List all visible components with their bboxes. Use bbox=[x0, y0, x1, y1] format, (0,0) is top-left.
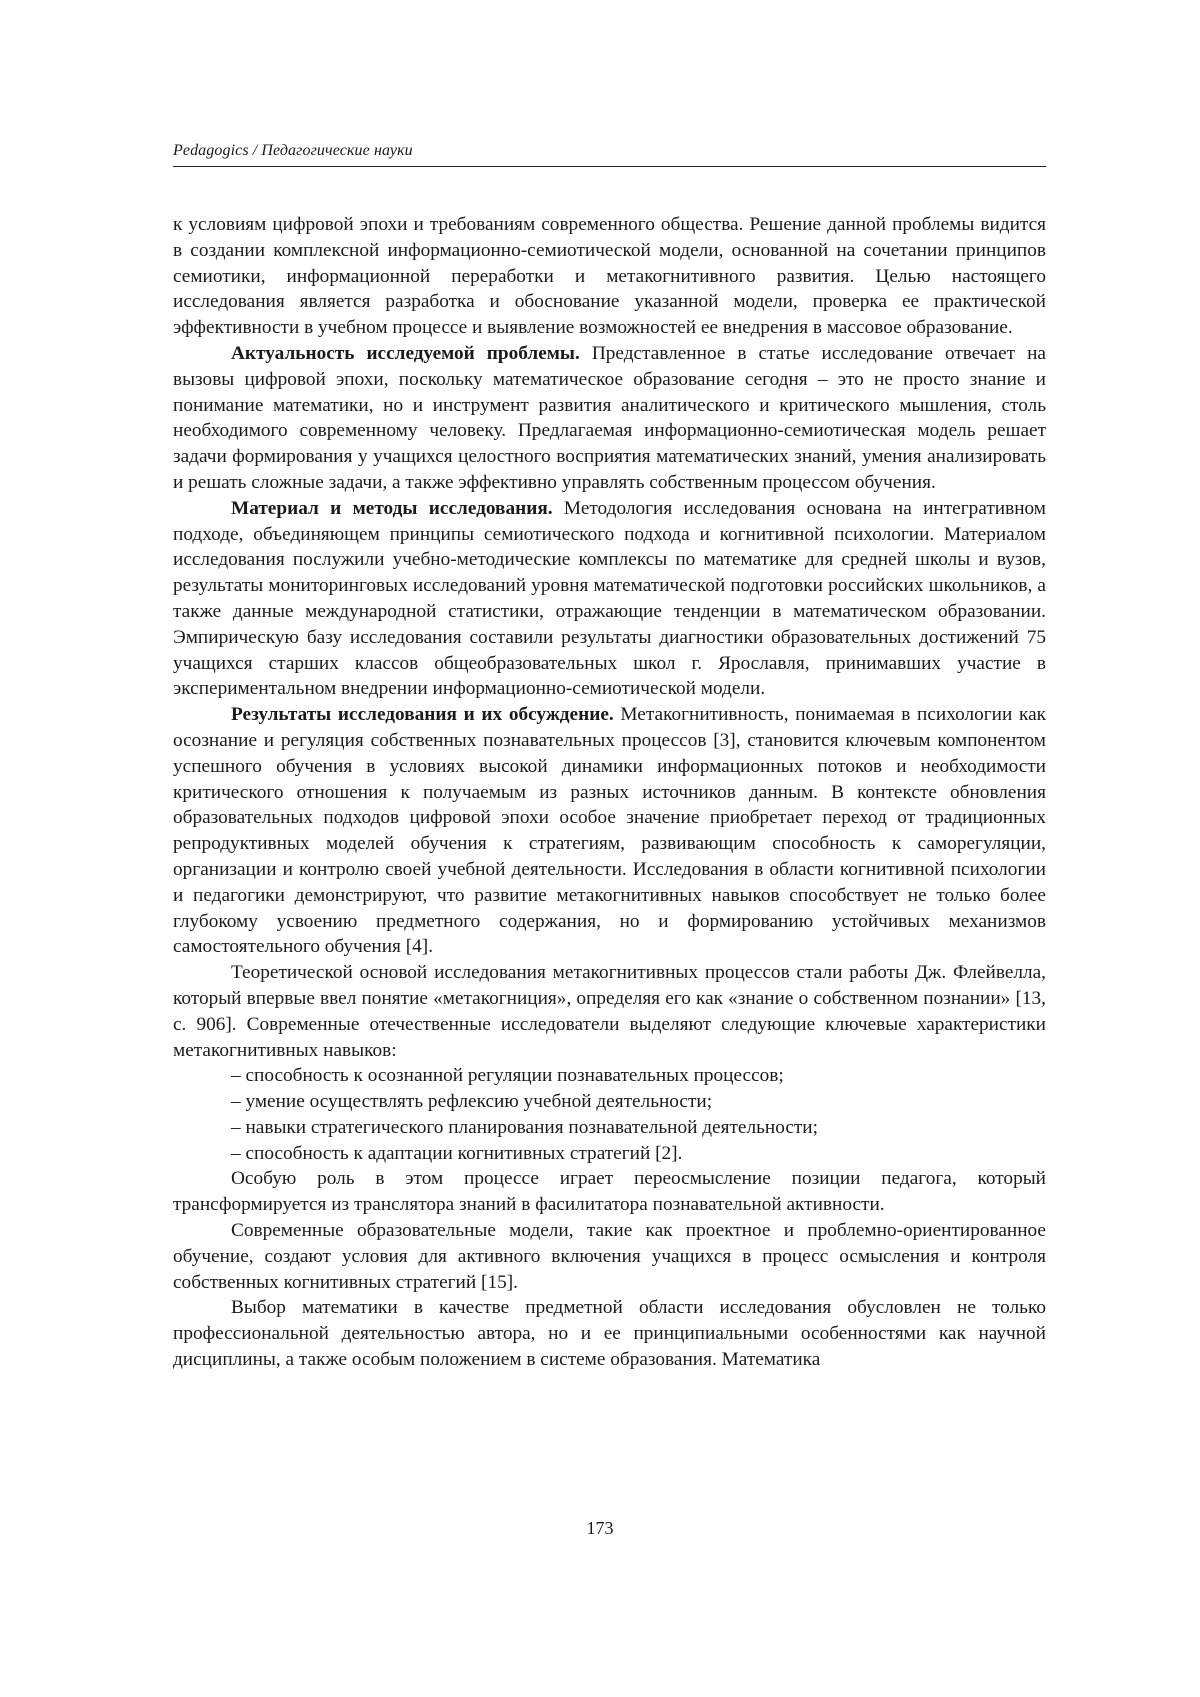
paragraph-math-choice: Выбор математики в качестве предметной области исследования обусловлен не только профессиональной деятельностью автора, но и ее принципиальными особенностями как научной дисциплины, а также особым положением в системе образования. Математика bbox=[173, 1297, 1046, 1371]
paragraph-methods bbox=[173, 496, 1046, 702]
list-item: – навыки стратегического планирования познавательной деятельности; bbox=[231, 1116, 818, 1138]
section-lead-results: Результаты исследования и их обсуждение. bbox=[231, 704, 614, 726]
section-lead-methods: Материал и методы исследования. bbox=[231, 497, 553, 519]
paragraph-text: к условиям цифровой эпохи и требованиям современного общества. Решение данной проблемы видится в создании комплексной информационно-семиотической модели, основанной на сочетании принципов семиотики, информационной переработки и метакогнитивного развития. Целью настоящего исследования является разработка и обоснование указанной модели, проверка ее практической эффективности в учебном процессе и выявление возможностей ее внедрения в массовое образование. bbox=[173, 214, 1046, 339]
paragraph-text: Методология исследования основана на интегративном подходе, объединяющем принципы семиотического подхода и когнитивной психологии. Материалом исследования послужили учебно-методические комплексы по математике для средней школы и вузов, результаты мониторинговых исследований уровня математической подготовки российских школьников, а также данные международной статистики, отражающие тенденции в математическом образовании. Эмпирическую базу исследования составили результаты диагностики образовательных достижений 75 учащихся старших классов общеобразовательных школ г. Ярославля, принимавших участие в экспериментальном внедрении информационно-семиотической модели. bbox=[173, 497, 1046, 700]
header-rule bbox=[173, 166, 1046, 167]
paragraph-intro-continuation bbox=[173, 212, 1046, 341]
paragraph-text: Представленное в статье исследование отвечает на вызовы цифровой эпохи, поскольку математическое образование сегодня – это не просто знание и понимание математики, но и инструмент развития аналитического и критического мышления, столь необходимого современному человеку. Предлагаемая информационно-семиотическая модель решает задачи формирования у учащихся целостного восприятия математических знаний, умения анализировать и решать сложные задачи, а также эффективно управлять собственным процессом обучения. bbox=[173, 342, 1046, 493]
list-item: – способность к осознанной регуляции познавательных процессов; bbox=[231, 1065, 784, 1087]
article-body bbox=[173, 212, 1046, 1373]
running-header: Pedagogics / Педагогические науки bbox=[173, 142, 413, 159]
section-lead-relevance: Актуальность исследуемой проблемы. bbox=[231, 342, 580, 364]
list-item: – умение осуществлять рефлексию учебной деятельности; bbox=[231, 1091, 713, 1113]
paragraph-teacher-role: Особую роль в этом процессе играет переосмысление позиции педагога, который трансформируется из транслятора знаний в фасилитатора познавательной активности. bbox=[173, 1168, 1046, 1216]
paragraph-theory bbox=[173, 960, 1046, 1063]
paragraph-text: Метакогнитивность, понимаемая в психологии как осознание и регуляция собственных познавательных процессов [3], становится ключевым компонентом успешного обучения в условиях высокой динамики информационных потоков и необходимости критического отношения к получаемым из разных источников данным. В контексте обновления образовательных подходов цифровой эпохи особое значение приобретает переход от традиционных репродуктивных моделей обучения к стратегиям, развивающим способность к саморегуляции, организации и контролю своей учебной деятельности. Исследования в области когнитивной психологии и педагогики демонстрируют, что развитие метакогнитивных навыков способствует не только более глубокому усвоению предметного содержания, но и формированию устойчивых механизмов самостоятельного обучения [4]. bbox=[173, 704, 1047, 958]
list-item: – способность к адаптации когнитивных стратегий [2]. bbox=[231, 1142, 683, 1164]
paragraph-text: Теоретической основой исследования метакогнитивных процессов стали работы Дж. Флейвелла, который впервые ввел понятие «метакогниция», определяя его как «знание о собственном познании» [13, с. 906]. Современные отечественные исследователи выделяют следующие ключевые характеристики метакогнитивных навыков: bbox=[173, 962, 1046, 1061]
paragraph-relevance bbox=[173, 341, 1046, 496]
paragraph-results bbox=[173, 702, 1046, 960]
paragraph-educational-models: Современные образовательные модели, такие как проектное и проблемно-ориентированное обучение, создают условия для активного включения учащихся в процесс осмысления и контроля собственных когнитивных стратегий [15]. bbox=[173, 1220, 1046, 1293]
page-number: 173 bbox=[586, 1518, 614, 1538]
